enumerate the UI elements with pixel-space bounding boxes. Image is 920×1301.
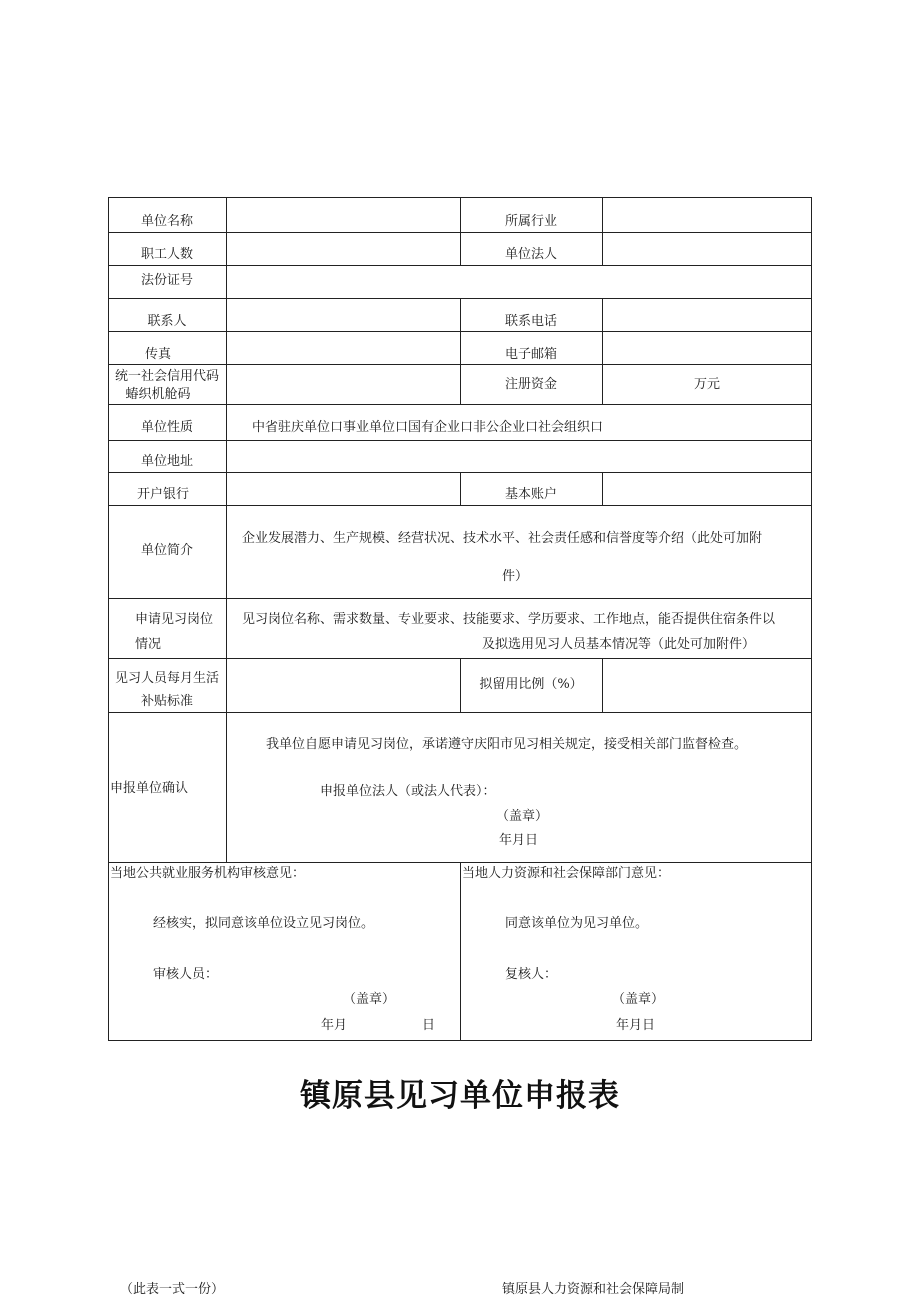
- review-right-text: 同意该单位为见习单位。: [505, 916, 649, 931]
- industry-field[interactable]: [603, 198, 811, 232]
- table-border-right: [811, 197, 812, 1041]
- label-unit-name: 单位名称: [140, 214, 193, 229]
- intro-hint-line2: 件）: [502, 569, 529, 584]
- reg-capital-unit: 万元: [693, 377, 720, 392]
- confirm-signer: 申报单位法人（或法人代表）：: [320, 784, 496, 799]
- review-divider: [460, 862, 461, 1041]
- address-field[interactable]: [227, 441, 811, 472]
- review-left-person: 审核人员：: [153, 967, 219, 982]
- label-contact: 联系人: [147, 314, 187, 329]
- label-address: 单位地址: [140, 454, 193, 469]
- review-right-person: 复核人：: [505, 967, 558, 982]
- posts-hint-line2: 及拟选用见习人员基本情况等（此处可加附件）: [482, 637, 756, 652]
- label-reg-capital: 注册资金: [504, 377, 557, 392]
- bank-field[interactable]: [227, 473, 460, 505]
- label-posts: 申请见习岗位: [135, 612, 214, 627]
- label-confirm: 申报单位确认: [110, 781, 189, 796]
- unit-name-field[interactable]: [227, 198, 460, 232]
- label-retention: 拟留用比例（%）: [479, 677, 583, 692]
- contact-field[interactable]: [227, 299, 460, 331]
- label-account: 基本账户: [504, 487, 557, 502]
- subsidy-field[interactable]: [227, 659, 460, 712]
- label-staff-count: 职工人数: [140, 247, 193, 262]
- label-legal-person: 单位法人: [504, 247, 557, 262]
- label-fax: 传真: [144, 347, 171, 362]
- label-subsidy: 见习人员每月生活: [114, 671, 219, 686]
- posts-hint: 见习岗位名称、需求数量、专业要求、技能要求、学历要求、工作地点，能否提供住宿条件以: [242, 612, 776, 627]
- confirm-statement: 我单位自愿申请见习岗位，承诺遵守庆阳市见习相关规定，接受相关部门监督检查。: [266, 737, 748, 752]
- review-right-title: 当地人力资源和社会保障部门意见：: [462, 866, 671, 881]
- label-email: 电子邮箱: [504, 347, 557, 362]
- review-left-date-day: 日: [422, 1018, 436, 1033]
- unit-type-options[interactable]: 中省驻庆单位口事业单位口国有企业口非公企业口社会组织口: [252, 420, 604, 435]
- confirm-date: 年月日: [499, 833, 539, 848]
- label-unit-type: 单位性质: [140, 420, 193, 435]
- legal-person-field[interactable]: [603, 233, 811, 265]
- fax-field[interactable]: [227, 332, 460, 364]
- label-subsidy-line2: 补贴标准: [140, 694, 193, 709]
- phone-field[interactable]: [603, 299, 811, 331]
- label-posts-line2: 情况: [135, 637, 162, 652]
- label-bank: 开户银行: [136, 487, 189, 502]
- retention-field[interactable]: [603, 659, 811, 712]
- footer-copies-note: （此表一式一份）: [120, 1282, 225, 1297]
- label-phone: 联系电话: [504, 314, 557, 329]
- review-left-title: 当地公共就业服务机构审核意见：: [110, 866, 306, 881]
- confirm-seal: （盖章）: [496, 809, 549, 824]
- email-field[interactable]: [603, 332, 811, 364]
- review-left-seal: （盖章）: [343, 992, 396, 1007]
- review-left-text: 经核实，拟同意该单位设立见习岗位。: [153, 916, 375, 931]
- credit-code-field[interactable]: [227, 365, 460, 404]
- intro-hint: 企业发展潜力、生产规模、经营状况、技术水平、社会责任感和信誉度等介绍（此处可加附: [242, 531, 763, 546]
- footer-issuer: 镇原县人力资源和社会保障局制: [502, 1282, 685, 1297]
- review-left-date: 年月: [321, 1018, 348, 1033]
- review-right-seal: （盖章）: [612, 992, 665, 1007]
- review-right-date: 年月日: [616, 1018, 656, 1033]
- label-industry: 所属行业: [504, 214, 557, 229]
- staff-count-field[interactable]: [227, 233, 460, 265]
- page-title: 镇原县见习单位申报表: [300, 1078, 620, 1114]
- legal-id-field[interactable]: [227, 266, 811, 298]
- account-field[interactable]: [603, 473, 811, 505]
- label-credit-code-line2: 蝽织机舱码: [125, 387, 191, 402]
- label-credit-code: 统一社会信用代码: [114, 369, 219, 384]
- label-intro: 单位简介: [140, 543, 193, 558]
- label-legal-id: 法份证号: [140, 273, 193, 288]
